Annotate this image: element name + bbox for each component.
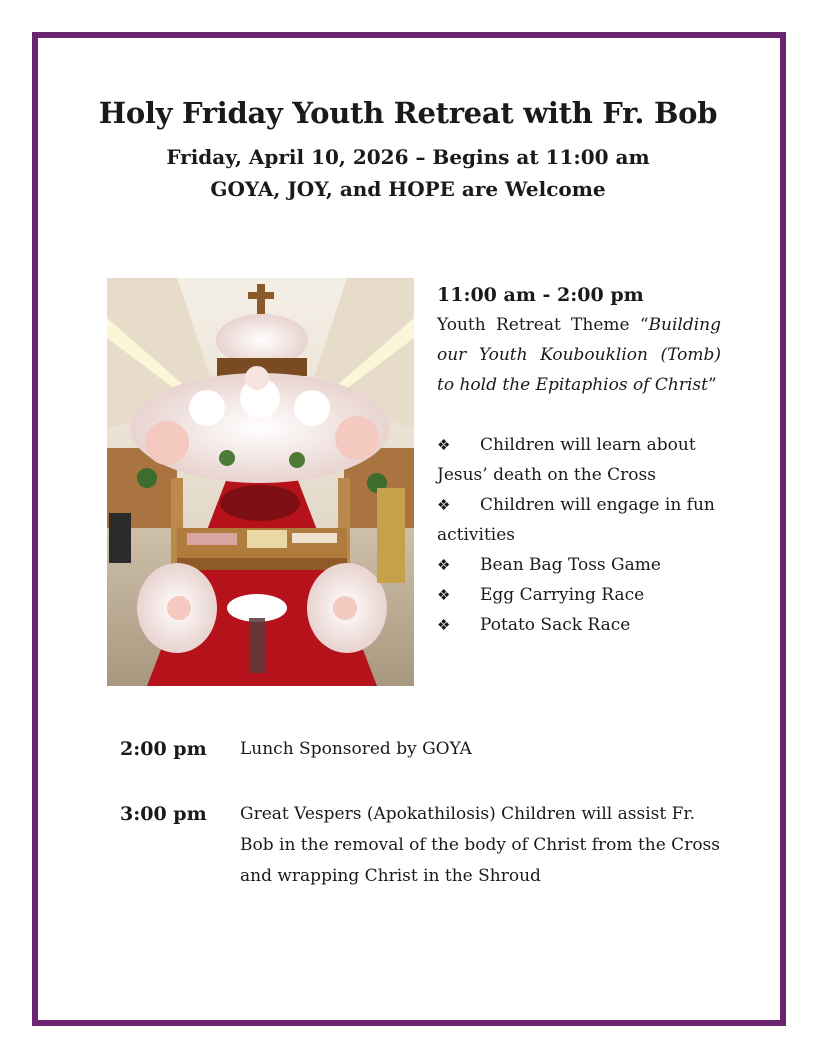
schedule-description: Lunch Sponsored by GOYA <box>240 739 472 759</box>
schedule-description: Great Vespers (Apokathilosis) Children will assist Fr. Bob in the removal of the body of Christ from the Cross and wrapping Christ in the Shroud <box>240 804 721 886</box>
list-item <box>437 610 721 640</box>
event-date: Friday, April 10, 2026 – Begins at 11:00 am <box>166 145 650 169</box>
theme-suffix: ” <box>707 375 717 395</box>
activity-list <box>437 430 721 640</box>
diamond-bullet-icon: ❖ <box>437 496 451 514</box>
list-item <box>437 490 721 550</box>
list-item <box>437 580 721 610</box>
list-item-text: Children will engage in fun activities <box>437 495 715 545</box>
list-item <box>437 430 721 490</box>
list-item-text: Children will learn about Jesus’ death on the Cross <box>437 435 696 485</box>
list-item-text: Egg Carrying Race <box>480 585 645 605</box>
diamond-bullet-icon: ❖ <box>437 616 451 634</box>
diamond-bullet-icon: ❖ <box>437 436 451 454</box>
epitaphios-photo <box>107 278 414 686</box>
page-title: Holy Friday Youth Retreat with Fr. Bob <box>98 96 718 130</box>
welcome-line: GOYA, JOY, and HOPE are Welcome <box>210 177 606 201</box>
schedule-time: 3:00 pm <box>120 803 207 825</box>
theme-prefix: Youth Retreat Theme “ <box>437 315 649 335</box>
theme-title: Building our Youth Koubouklion (Tomb) to hold the Epitaphios of Christ <box>437 315 721 395</box>
diamond-bullet-icon: ❖ <box>437 586 451 604</box>
schedule-time: 2:00 pm <box>120 738 207 760</box>
list-item-text: Potato Sack Race <box>480 615 631 635</box>
list-item-text: Bean Bag Toss Game <box>480 555 661 575</box>
diamond-bullet-icon: ❖ <box>437 556 451 574</box>
session-1 <box>437 280 721 640</box>
session-1-time: 11:00 am - 2:00 pm <box>437 284 644 306</box>
retreat-theme <box>437 310 721 400</box>
list-item <box>437 550 721 580</box>
